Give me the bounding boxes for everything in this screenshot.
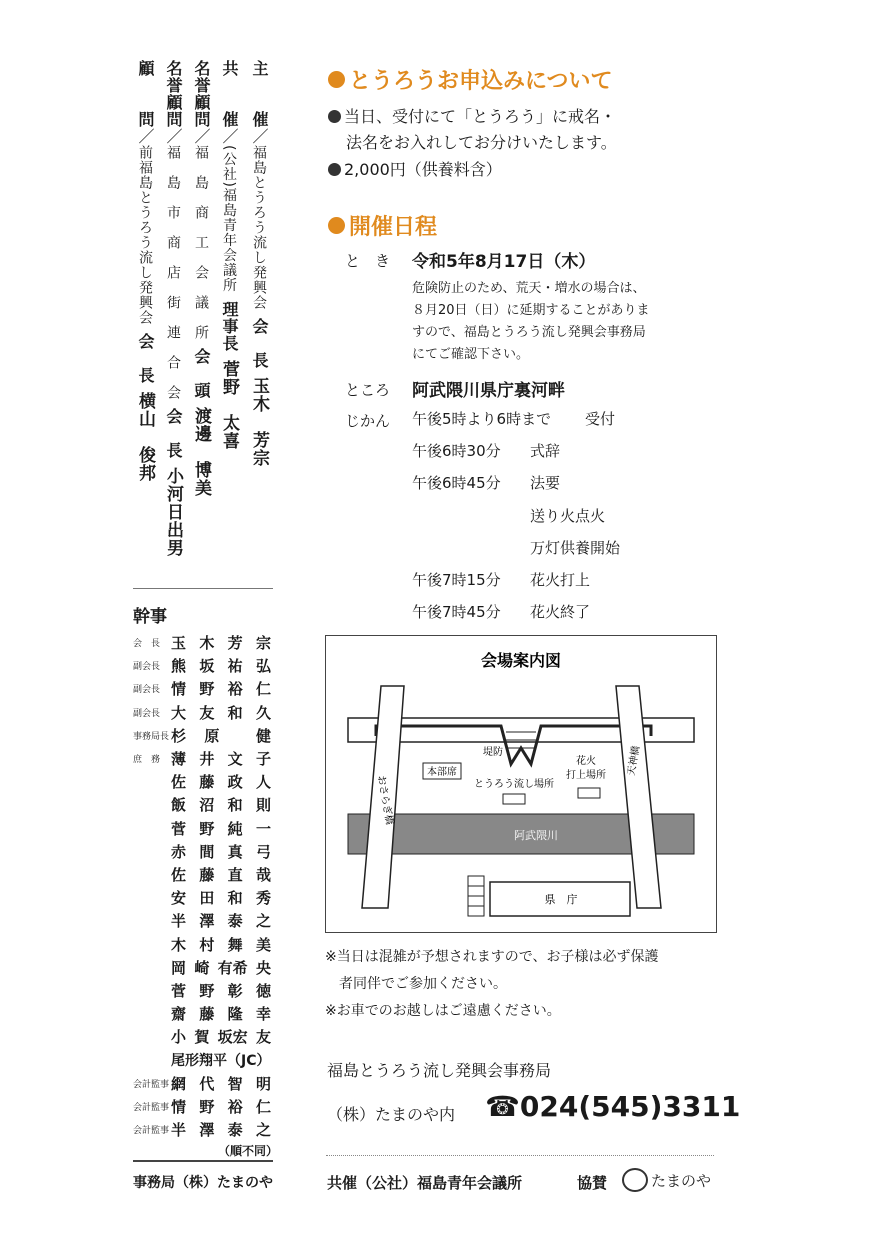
kanji-char: 井 — [199, 750, 215, 768]
kanji-char: 小 — [171, 1028, 187, 1047]
kanji-row — [133, 1073, 273, 1095]
kanji-char: 純 — [227, 819, 243, 838]
kanji-row — [133, 910, 273, 932]
honbu-label: 本部席 — [427, 767, 457, 778]
kanji-char: 幸 — [255, 1005, 271, 1024]
kanji-char: 仁 — [255, 1098, 271, 1116]
kanji-row — [133, 934, 273, 956]
kanji-row — [133, 702, 273, 724]
kanji-name — [171, 678, 271, 699]
kanji-char: 子 — [255, 750, 271, 768]
postpone-note-line: 危険防止のため、荒天・増水の場合は、 — [412, 281, 646, 296]
kanji-char: 崎 — [194, 958, 210, 977]
river-label: 阿武隈川 — [514, 829, 558, 842]
kanji-char: 久 — [255, 703, 271, 722]
kanji-char: 齋 — [171, 1005, 187, 1024]
kanji-char: 政 — [227, 773, 243, 792]
sponsor-org: 福 島 市 商 店 街 連 合 会 — [165, 145, 181, 400]
footer-cohost: 共催（公社）福島青年会議所 — [327, 1174, 523, 1192]
sponsor-org: 福島とうろう流し発興会 — [251, 145, 267, 310]
kanji-row — [133, 887, 273, 909]
bullet-icon — [328, 110, 341, 123]
kanji-char: 村 — [199, 935, 215, 954]
orange-dot-icon — [328, 217, 345, 234]
kanji-char: 田 — [199, 889, 215, 908]
separator: ／ — [220, 128, 239, 145]
sponsor-column — [164, 60, 181, 557]
sponsor-role: 共 催 — [220, 60, 239, 128]
kanji-char: 一 — [255, 819, 271, 838]
kanji-char: 央 — [255, 958, 271, 977]
section-schedule-title — [328, 210, 437, 241]
kanji-char: 野 — [199, 680, 215, 699]
tokoro-label: ところ — [345, 381, 391, 399]
office-tel: ☎024(545)3311 — [485, 1090, 741, 1123]
kanji-char: 友 — [255, 1028, 271, 1047]
bullet-icon — [328, 163, 341, 176]
kanji-char: 之 — [255, 912, 271, 931]
office-company: （株）たまのや内 — [327, 1105, 456, 1124]
nagashi-label: とうろう流し場所 — [474, 779, 554, 790]
kanji-name — [171, 702, 271, 723]
kanji-char: 佐 — [171, 773, 187, 792]
kanji-char: 薄 — [171, 750, 187, 768]
kanji-name — [171, 1119, 271, 1140]
kanji-char: 菅 — [171, 819, 187, 838]
kanji-row — [133, 1003, 273, 1025]
kanji-char: 和 — [227, 889, 243, 908]
section-apply-title — [328, 64, 613, 95]
hanabi2-label: 打上場所 — [566, 770, 606, 781]
kanji-char: 野 — [199, 1098, 215, 1116]
kanji-position: 会計監事 — [133, 1079, 170, 1090]
price-line — [328, 157, 502, 180]
kanji-char: 和 — [227, 796, 243, 815]
kanji-char: 赤 — [171, 842, 187, 861]
map-drawing — [326, 636, 716, 932]
sponsor-role: 主 催 — [250, 60, 269, 128]
kanji-name — [171, 980, 271, 1001]
kanji-name — [171, 655, 271, 676]
postpone-note-line: ８月20日（日）に延期することがありま — [412, 303, 650, 318]
kanji-char: 澤 — [199, 912, 215, 931]
bridge-left-label: おさらぎ橋 — [375, 774, 395, 826]
kanji-char: 友 — [199, 703, 215, 722]
kanji-char: 菅 — [171, 982, 187, 1000]
sponsor-title: 会 長 — [164, 408, 183, 459]
schedule-event: 送り火点火 — [530, 506, 606, 525]
separator: ／ — [192, 128, 211, 145]
kanji-char: 健 — [255, 726, 271, 745]
apply-line-1 — [328, 104, 616, 127]
kanji-char: 藤 — [199, 773, 215, 792]
toki-label: と き — [345, 252, 391, 270]
kanji-position: 会計監事 — [133, 1103, 170, 1113]
sponsor-title: 理事長 — [220, 300, 239, 352]
office-name: 福島とうろう流し発興会事務局 — [327, 1061, 552, 1080]
kanji-char: 木 — [199, 634, 215, 652]
kanji-name — [171, 934, 271, 955]
kanji-name — [171, 841, 271, 862]
kanji-name — [171, 957, 271, 978]
kanji-char: 人 — [255, 773, 271, 792]
kanji-position: 会計監事 — [133, 1126, 170, 1137]
sponsor-name: 横山 俊邦 — [135, 392, 155, 482]
teibou-label: 堤防 — [483, 747, 503, 758]
kanji-name — [171, 1096, 271, 1117]
kanji-char: 弓 — [255, 842, 271, 861]
brand-name: たまのや — [651, 1171, 712, 1190]
kanji-name — [171, 794, 271, 815]
brand-logo — [622, 1168, 711, 1192]
kanji-char: 沼 — [199, 796, 215, 815]
kanji-name — [171, 1026, 271, 1047]
sponsor-title: 会 長 — [136, 333, 155, 384]
kanji-row — [133, 980, 273, 1002]
section-apply-heading: とうろうお申込みについて — [349, 69, 613, 94]
kanji-row — [133, 1026, 273, 1048]
kanji-char: 情 — [171, 680, 187, 699]
kanji-char: 熊 — [171, 657, 187, 676]
kanji-row — [133, 794, 273, 816]
kanji-char: 智 — [227, 1074, 243, 1093]
divider — [133, 1160, 273, 1162]
kanji-char: 坂宏 — [217, 1028, 248, 1047]
office-left: 事務局（株）たまのや — [133, 1175, 273, 1191]
kanji-row — [133, 632, 273, 654]
kanji-row — [133, 1050, 273, 1072]
sponsor-column — [136, 60, 153, 482]
caution-line: ※当日は混雑が予想されますので、お子様は必ず保護 — [325, 949, 659, 965]
sponsor-org: (公社)福島青年会議所 — [221, 145, 237, 293]
caution-line: 者同伴でご参加ください。 — [325, 976, 507, 992]
schedule-time: 午後6時45分 — [412, 474, 501, 493]
event-date: 令和5年8月17日（木） — [412, 252, 596, 272]
kanji-row — [133, 725, 273, 747]
sponsor-column — [250, 60, 267, 467]
kanji-char: 祐 — [227, 657, 243, 676]
kanji-char: 秀 — [255, 889, 271, 908]
kanji-name — [171, 1003, 271, 1024]
kanji-char: 岡 — [171, 958, 187, 977]
kanji-char: 哉 — [255, 866, 271, 884]
order-note: （順不同） — [218, 1144, 279, 1158]
event-place: 阿武隈川県庁裏河畔 — [412, 381, 565, 401]
orange-dot-icon — [328, 71, 345, 88]
kanji-char: 直 — [227, 866, 243, 884]
sponsor-org: 福 島 商 工 会 議 所 — [193, 145, 209, 340]
kanji-name: 尾形翔平（JC） — [171, 1052, 271, 1069]
kanji-char: 間 — [199, 842, 215, 861]
kanji-char: 大 — [171, 703, 187, 722]
kanji-char: 芳 — [227, 634, 243, 652]
kanji-char: 野 — [199, 982, 215, 1000]
sponsor-column — [220, 60, 237, 450]
jikan-label: じかん — [345, 412, 391, 430]
kanji-row — [133, 841, 273, 863]
kanji-name — [171, 1073, 271, 1094]
kanji-char: 泰 — [227, 1121, 243, 1140]
schedule-event: 式辞 — [530, 442, 561, 461]
kanji-char: 澤 — [199, 1121, 215, 1140]
kanji-name — [171, 887, 271, 908]
kanji-char: 玉 — [171, 634, 187, 652]
kanji-position: 事務局長 — [133, 731, 170, 742]
kanji-char: 裕 — [227, 1098, 243, 1116]
kanji-char: 藤 — [199, 866, 215, 884]
kanji-char: 佐 — [171, 866, 187, 884]
sponsor-name: 玉木 芳宗 — [249, 377, 269, 467]
sponsor-role: 名誉顧問 — [192, 60, 211, 128]
kanji-char: 文 — [227, 750, 243, 768]
kanji-char: 彰 — [227, 982, 243, 1000]
kanji-row — [133, 957, 273, 979]
schedule-event: 花火終了 — [530, 603, 591, 622]
sponsor-name: 菅野 太喜 — [219, 359, 239, 450]
sponsor-name: 小河日出男 — [163, 467, 183, 557]
bridge-right-label: 天神橋 — [626, 745, 643, 777]
kanji-char: 美 — [255, 935, 271, 954]
kanji-char: 原 — [204, 726, 220, 745]
kanji-name — [171, 725, 271, 746]
kanji-row — [133, 655, 273, 677]
footer-support: 協賛 — [577, 1174, 608, 1192]
apply-line-1-text: 当日、受付にて「とうろう」に戒名・ — [344, 107, 617, 126]
apply-line-2: 法名をお入れしてお分けいたします。 — [346, 133, 617, 152]
kanji-char: 代 — [199, 1074, 215, 1093]
kanji-char: 半 — [171, 912, 187, 931]
kanji-char: 則 — [255, 796, 271, 815]
sponsor-role: 名誉顧問 — [164, 60, 183, 128]
schedule-event: 法要 — [530, 474, 561, 493]
schedule-time: 午後7時45分 — [412, 603, 501, 622]
separator: ／ — [250, 128, 269, 145]
schedule-time: 午後6時30分 — [412, 442, 501, 461]
kanji-position: 副会長 — [133, 708, 161, 719]
price-text: 2,000円（供養料含） — [344, 160, 502, 179]
kanji-char: 藤 — [199, 1005, 215, 1024]
postpone-note-line: すので、福島とうろう流し発興会事務局 — [412, 325, 646, 340]
kanji-name — [171, 632, 271, 653]
kanji-char: 真 — [227, 842, 243, 861]
kanji-row — [133, 1096, 273, 1118]
kanji-title: 幹事 — [133, 607, 167, 627]
kanji-row — [133, 864, 273, 886]
kanji-char: 隆 — [227, 1005, 243, 1024]
schedule-time: 午後5時より6時まで — [412, 410, 552, 428]
sponsor-title: 会 長 — [250, 318, 269, 369]
kanji-row — [133, 1119, 273, 1141]
kanji-char: 野 — [199, 819, 215, 838]
kanji-char: 和 — [227, 703, 243, 722]
kanji-name — [171, 771, 271, 792]
kanji-char: 有希 — [217, 958, 248, 977]
kanji-char: 坂 — [199, 657, 215, 676]
kanji-position: 副会長 — [133, 662, 161, 673]
kanji-row — [133, 771, 273, 793]
schedule-event: 万灯供養開始 — [530, 538, 621, 557]
kanji-name — [171, 910, 271, 931]
sponsor-name: 渡邊 博美 — [191, 407, 211, 497]
kanji-row — [133, 748, 273, 770]
schedule-event: 受付 — [585, 410, 616, 428]
kanji-char: 杉 — [171, 726, 187, 745]
kanji-char: 弘 — [255, 657, 271, 676]
kanji-name — [171, 748, 271, 769]
separator: ／ — [136, 128, 155, 145]
divider — [133, 588, 273, 589]
kanji-name — [171, 864, 271, 885]
kanji-position: 庶 務 — [133, 755, 161, 765]
divider — [326, 1155, 714, 1156]
kanji-row — [133, 678, 273, 700]
separator: ／ — [164, 128, 183, 145]
kanji-char: 飯 — [171, 796, 187, 815]
kanji-char: 徳 — [255, 982, 271, 1000]
section-schedule-heading: 開催日程 — [349, 215, 438, 240]
sponsor-role: 顧 問 — [136, 60, 155, 128]
kanji-char: 情 — [171, 1098, 187, 1116]
kanji-char: 網 — [171, 1074, 187, 1093]
sponsor-column — [192, 60, 209, 497]
kencho-label: 県 庁 — [544, 893, 578, 906]
kanji-char: 木 — [171, 935, 187, 954]
kanji-position: 会 長 — [133, 639, 161, 649]
schedule-time: 午後7時15分 — [412, 571, 501, 589]
venue-map — [325, 635, 717, 933]
kanji-char: 半 — [171, 1121, 187, 1140]
postpone-note-line: にてご確認下さい。 — [412, 347, 530, 362]
map-title: 会場案内図 — [480, 651, 562, 670]
kanji-char: 明 — [255, 1074, 271, 1093]
kanji-char: 安 — [171, 889, 187, 908]
kanji-row — [133, 818, 273, 840]
kanji-char: 賀 — [194, 1028, 210, 1047]
sponsor-title: 会 頭 — [192, 348, 211, 399]
kanji-char: 泰 — [227, 912, 243, 931]
sponsor-org: 前福島とうろう流し発興会 — [137, 145, 153, 325]
kanji-char: 宗 — [255, 634, 271, 652]
kanji-char: 裕 — [227, 680, 243, 699]
tamanoya-logo-icon — [622, 1168, 648, 1192]
kanji-name — [171, 818, 271, 839]
kanji-char: 舞 — [227, 935, 243, 954]
caution-line: ※お車でのお越しはご遠慮ください。 — [325, 1003, 561, 1019]
kanji-char: 之 — [255, 1121, 271, 1140]
schedule-event: 花火打上 — [530, 571, 591, 589]
hanabi1-label: 花火 — [576, 756, 596, 767]
kanji-char: 仁 — [255, 680, 271, 699]
kanji-position: 副会長 — [133, 685, 161, 696]
